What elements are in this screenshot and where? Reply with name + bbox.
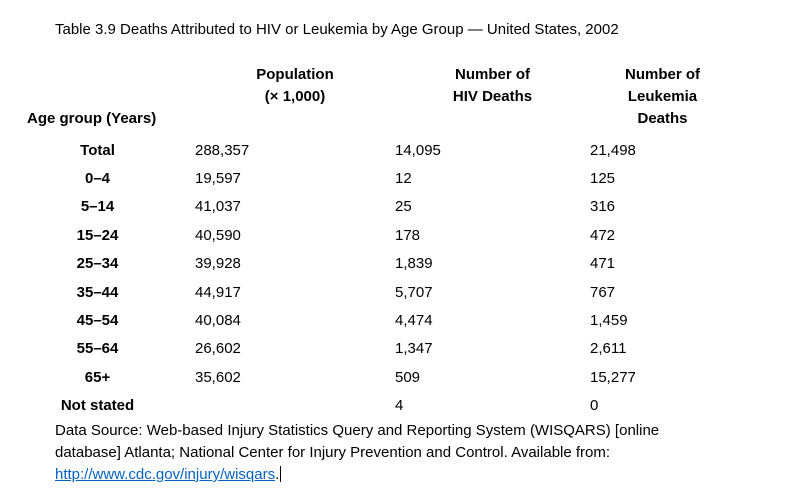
population-cell: 288,357 [195,141,250,159]
hiv-deaths-cell: 1,347 [395,340,433,358]
table-row [0,278,805,306]
leukemia-deaths-cell: 21,498 [590,141,636,159]
age-cell: 25–34 [76,255,119,273]
hiv-deaths-cell: 14,095 [395,141,441,159]
leukemia-deaths-cell: 472 [590,226,616,244]
table-header-row [0,64,805,130]
table-row [0,363,805,391]
data-source-line1: Data Source: Web-based Injury Statistics Query and Reporting System (WISQARS) [online [55,422,660,439]
table-body [0,136,805,420]
header-leukemia-line1: Number of Leukemia [625,66,700,105]
hiv-deaths-cell: 25 [395,198,412,216]
age-cell: 55–64 [76,340,119,358]
header-population-line2: (× 1,000) [264,88,326,105]
table-row [0,250,805,278]
age-cell: 35–44 [76,283,119,301]
hiv-deaths-cell: 178 [395,226,421,244]
population-cell: 40,084 [195,312,241,330]
age-cell: Total [80,141,115,159]
table-row [0,136,805,164]
link-period: . [275,466,280,483]
table-row [0,335,805,363]
table-row [0,193,805,221]
hiv-deaths-cell: 4,474 [395,312,433,330]
header-hiv-deaths [395,64,590,130]
header-leukemia-deaths [590,64,805,130]
header-leukemia-line2: Deaths [637,110,688,127]
age-cell: 45–54 [76,312,119,330]
population-cell: 40,590 [195,226,241,244]
age-cell: 0–4 [84,170,111,188]
population-cell: 19,597 [195,170,241,188]
population-cell: 35,602 [195,368,241,386]
table-title: Table 3.9 Deaths Attributed to HIV or Leukemia by Age Group — United States, 2002 [55,21,619,38]
leukemia-deaths-cell: 471 [590,255,616,273]
data-source-line2: database] Atlanta; National Center for Injury Prevention and Control. Available from: [55,444,611,461]
data-source-line3 [55,464,659,486]
table-row [0,392,805,420]
table-row [0,164,805,192]
leukemia-deaths-cell: 2,611 [590,340,627,358]
table-row [0,306,805,334]
leukemia-deaths-cell: 767 [590,283,616,301]
hiv-deaths-cell: 1,839 [395,255,433,273]
hiv-deaths-cell: 4 [395,397,404,415]
age-cell: 15–24 [76,226,119,244]
text-cursor [280,466,281,482]
wisqars-link[interactable]: http://www.cdc.gov/injury/wisqars [55,466,276,483]
leukemia-deaths-cell: 0 [590,397,599,415]
header-population [195,64,395,130]
data-table [0,64,805,420]
age-cell: 65+ [84,368,111,386]
leukemia-deaths-cell: 316 [590,198,616,216]
data-source-note [55,420,659,486]
age-cell: 5–14 [80,198,115,216]
leukemia-deaths-cell: 15,277 [590,368,636,386]
population-cell: 39,928 [195,255,241,273]
leukemia-deaths-cell: 1,459 [590,312,628,330]
hiv-deaths-cell: 12 [395,170,412,188]
header-population-line1: Population [256,66,334,83]
hiv-deaths-cell: 5,707 [395,283,433,301]
population-cell: 26,602 [195,340,241,358]
header-age-group: Age group (Years) [27,110,157,127]
leukemia-deaths-cell: 125 [590,170,616,188]
population-cell: 44,917 [195,283,241,301]
header-hiv-line2: HIV Deaths [452,88,533,105]
header-hiv-line1: Number of [455,66,530,83]
table-row [0,221,805,249]
hiv-deaths-cell: 509 [395,368,421,386]
age-cell: Not stated [60,397,135,415]
population-cell: 41,037 [195,198,241,216]
